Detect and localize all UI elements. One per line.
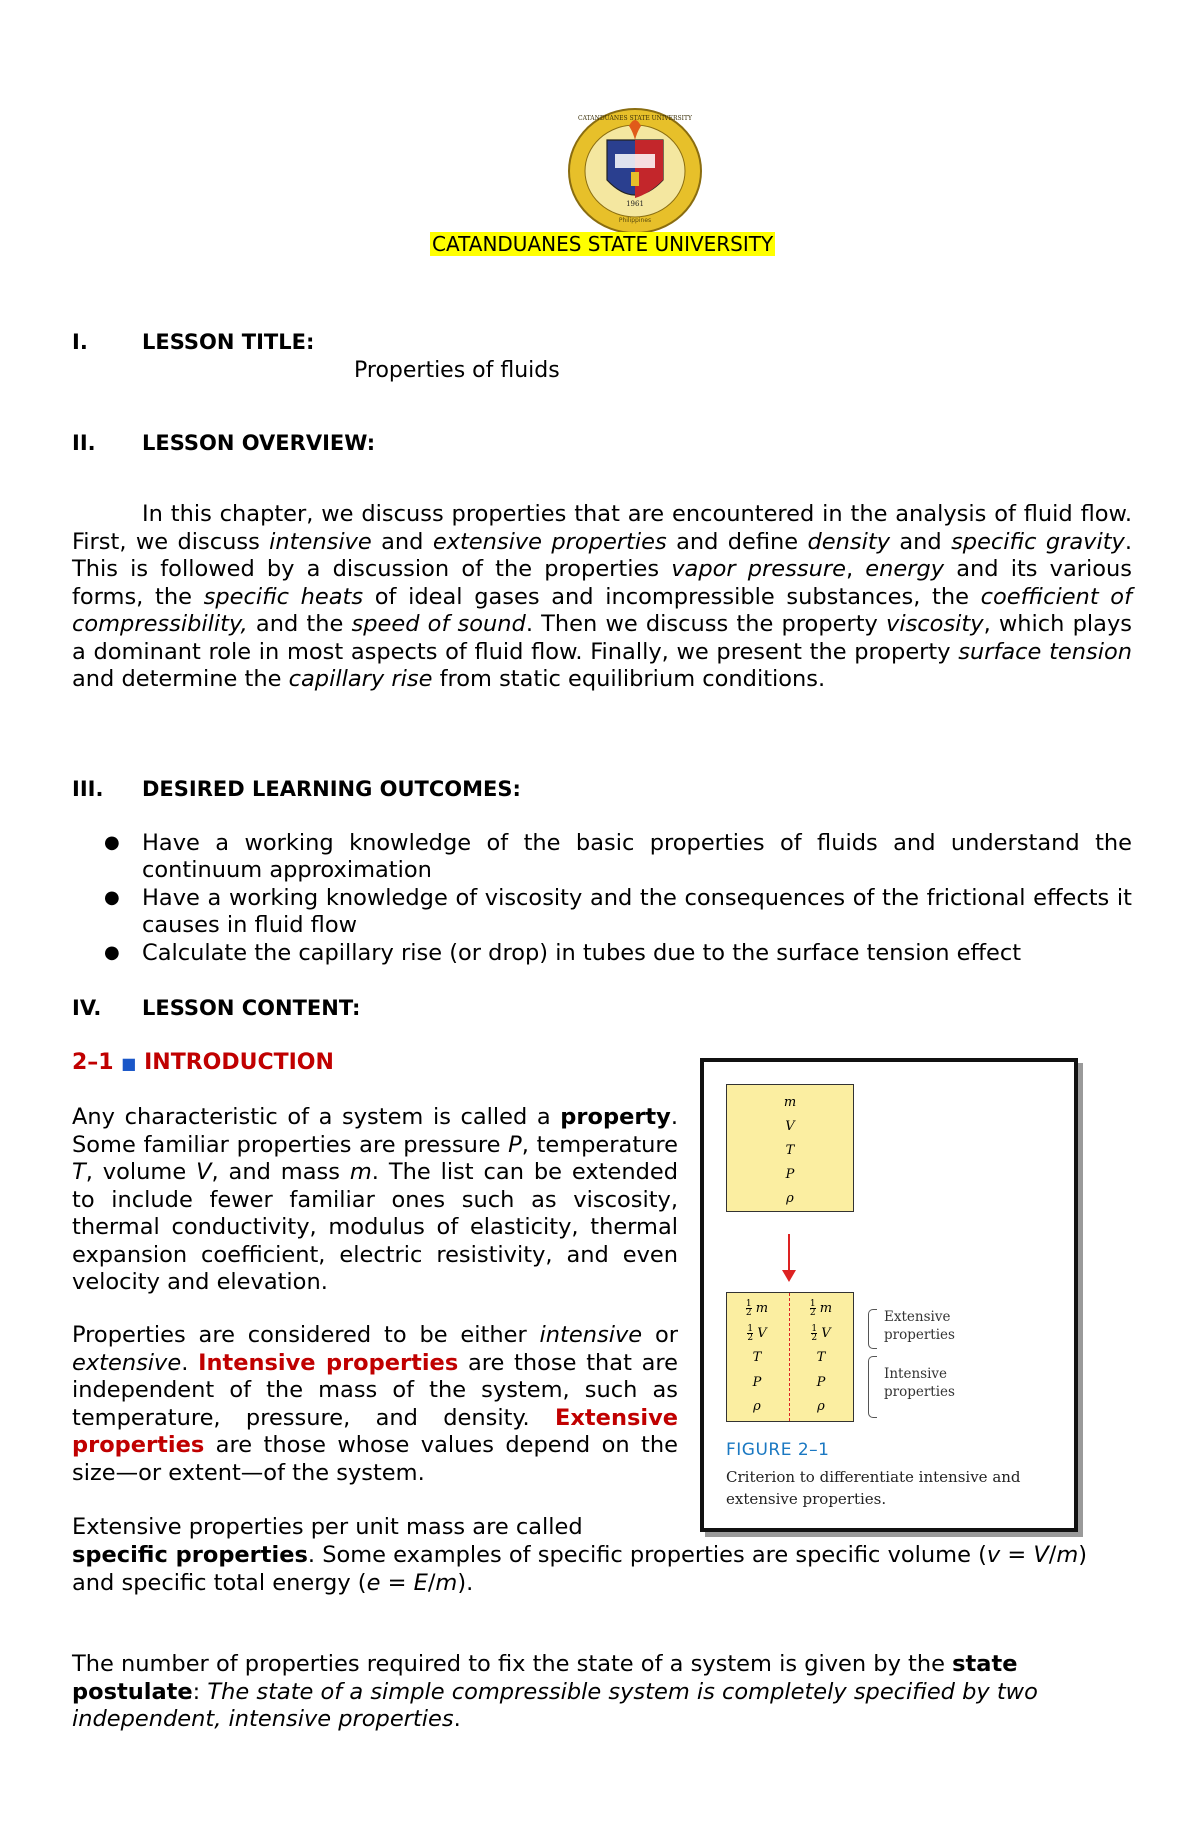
symbol-mass: m — [819, 1301, 833, 1316]
list-item: ● Calculate the capillary rise (or drop) in tubes due to the surface tension effect — [104, 940, 1022, 966]
symbol-volume: V — [821, 1325, 831, 1341]
intensive-label: Intensive properties — [884, 1366, 955, 1400]
divider-dashed-line — [789, 1293, 790, 1421]
bullet-icon: ● — [104, 832, 120, 853]
seal-bottom-text: Philippines — [618, 217, 652, 224]
lesson-title-value: Properties of fluids — [354, 358, 560, 383]
seal-ring-text: CATANDUANES STATE UNIVERSITY — [578, 115, 692, 122]
split-system-panel — [726, 1292, 854, 1422]
paragraph-property-definition: Any characteristic of a system is called a property. Some familiar properties are pressure P, temperature T, volume V, and mass m. The list can be extended to include fewer familiar ones such as viscosity, thermal conductivity, modulus of elasticity, thermal expansion coefficient, electric resistivity, and even velocity and elevation. — [72, 1104, 678, 1295]
figure-caption-title: FIGURE 2–1 — [726, 1440, 830, 1460]
seal-year: 1961 — [626, 200, 644, 208]
paragraph-state-postulate: The number of properties required to fix the state of a system is given by the state postulate: The state of a simple compressible system is completely specified by two independent, intensive properties. — [72, 1651, 1038, 1732]
symbol-density: ρ — [786, 1191, 794, 1206]
whole-system-panel — [726, 1084, 854, 1212]
symbol-mass: m — [755, 1301, 769, 1316]
left-half-column: $\frac{1}{2}$ m $\frac{1}{2}$ V T P ρ — [727, 1297, 787, 1420]
university-seal-logo — [555, 106, 715, 236]
outcomes-list — [72, 830, 1132, 969]
section-heading: LESSON CONTENT: — [142, 996, 361, 1020]
arrowhead-icon — [782, 1270, 796, 1282]
symbol-temperature: T — [816, 1350, 826, 1365]
bullet-icon: ● — [104, 887, 120, 908]
section-number: II. — [72, 431, 96, 455]
symbol-density: ρ — [753, 1399, 761, 1414]
square-bullet-icon: ■ — [121, 1054, 137, 1073]
symbol-pressure: P — [752, 1374, 762, 1390]
symbol-volume: V — [785, 1119, 795, 1134]
extensive-label: Extensive properties — [884, 1309, 955, 1343]
list-item: ● Have a working knowledge of the basic properties of fluids and understand the continuum approximation — [104, 830, 1132, 883]
paragraph-intensive-extensive: Properties are considered to be either intensive or extensive. Intensive properties are those that are independent of the mass of the system, such as temperature, pressure, and density. Extensive properties are those whose values depend on the size—or extent—of the system. — [72, 1322, 678, 1486]
list-item: ● Have a working knowledge of viscosity and the consequences of the frictional effects it causes in fluid flow — [104, 885, 1132, 938]
section-number: I. — [72, 330, 88, 354]
section-number: III. — [72, 777, 104, 801]
intensive-brace-icon — [868, 1356, 877, 1418]
paragraph-specific-properties-lead: Extensive properties per unit mass are called — [72, 1514, 583, 1540]
bullet-icon: ● — [104, 942, 120, 963]
section-heading: DESIRED LEARNING OUTCOMES: — [142, 777, 521, 801]
university-title: CATANDUANES STATE UNIVERSITY — [432, 232, 774, 256]
figure-caption-text: Criterion to differentiate intensive and extensive properties. — [726, 1468, 1021, 1508]
symbol-mass: m — [783, 1095, 797, 1110]
section-heading: LESSON TITLE: — [142, 330, 315, 354]
paragraph-specific-properties: specific properties. Some examples of specific properties are specific volume (v = V/m) and specific total energy (e = E/m). — [72, 1542, 1088, 1596]
symbol-density: ρ — [817, 1399, 825, 1414]
overview-paragraph: In this chapter, we discuss properties that are encountered in the analysis of fluid flow. First, we discuss intensive and extensive properties and define density and specific gravity. This is followed by a discussion of the properties vapor pressure, energy and its various forms, the specific heats of ideal gases and incompressible substances, the coefficient of compressibility, and the speed of sound. Then we discuss the property viscosity, which plays a dominant role in most aspects of fluid flow. Finally, we present the property surface tension and determine the capillary rise from static equilibrium conditions. — [72, 501, 1132, 692]
down-arrow-icon — [788, 1234, 790, 1274]
symbol-temperature: T — [752, 1350, 762, 1365]
symbol-temperature: T — [785, 1143, 795, 1158]
section-heading: LESSON OVERVIEW: — [142, 431, 376, 455]
symbol-pressure: P — [785, 1167, 795, 1182]
section-number: IV. — [72, 996, 102, 1020]
symbol-volume: V — [757, 1325, 767, 1341]
subsection-heading: 2–1 ■ INTRODUCTION — [72, 1050, 334, 1075]
symbol-pressure: P — [816, 1374, 826, 1390]
figure-2-1 — [700, 1058, 1078, 1532]
right-half-column: $\frac{1}{2}$ m $\frac{1}{2}$ V T P ρ — [791, 1297, 851, 1420]
extensive-brace-icon — [868, 1309, 877, 1349]
